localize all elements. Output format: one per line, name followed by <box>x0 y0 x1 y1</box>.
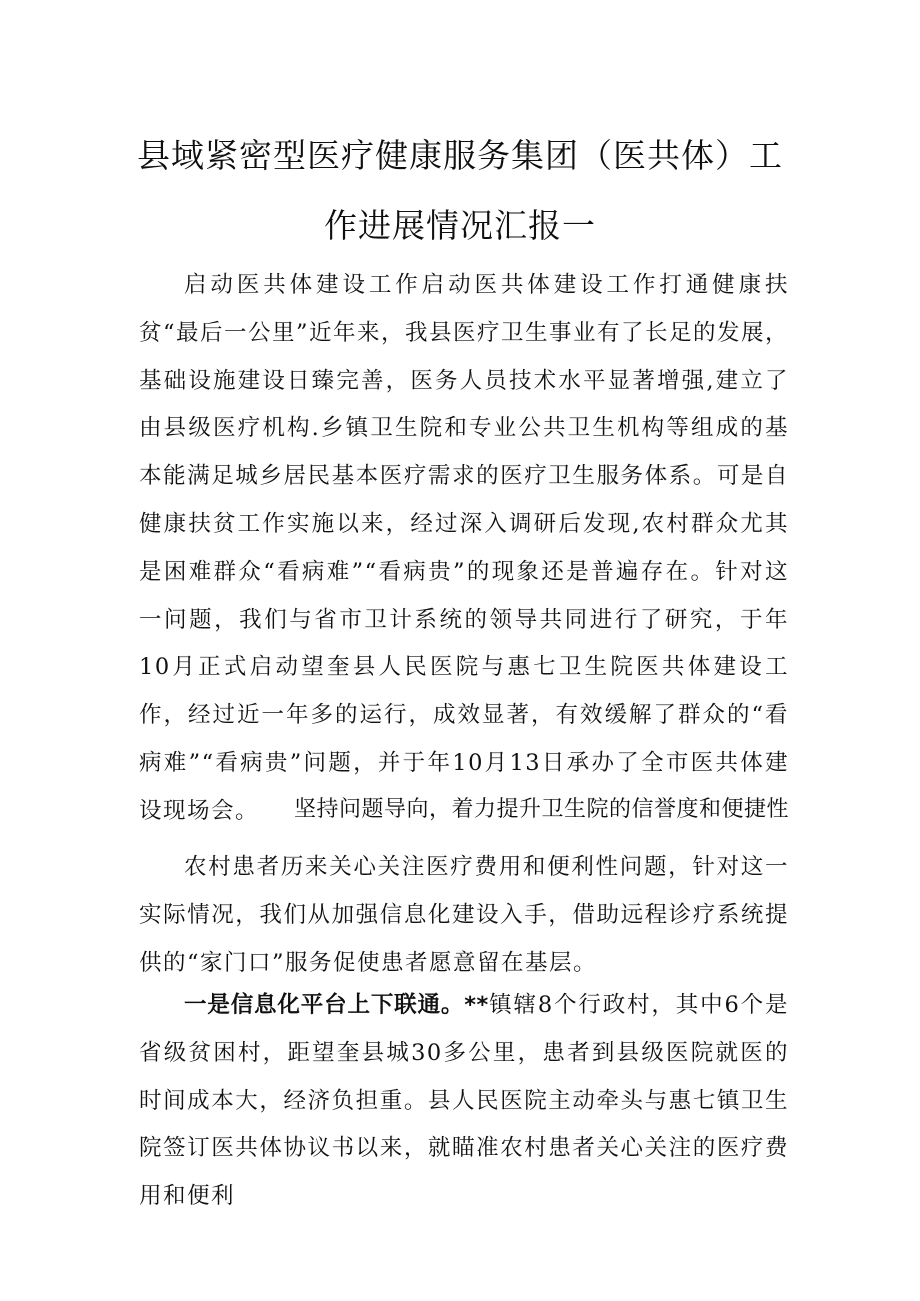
paragraph-lead-bold: 一是信息化平台上下联通。** <box>184 992 489 1018</box>
document-title-line-1: 县域紧密型医疗健康服务集团（医共体）工 <box>137 136 783 175</box>
paragraph-intro: 启动医共体建设工作启动医共体建设工作打通健康扶贫“最后一公里”近年来，我县医疗卫生事业有了长足的发展，基础设施建设日臻完善，医务人员技术水平显著增强,建立了由县级医疗机构.乡镇卫生院和专业公共卫生机构等组成的基本能满足城乡居民基本医疗需求的医疗卫生服务体系。可是自健康扶贫工作实施以来，经过深入调研后发现,农村群众尤其是困难群众“看病难”“看病贵”的现象还是普遍存在。针对这一问题，我们与省市卫计系统的领导共同进行了研究，于年10月正式启动望奎县人民医院与惠七卫生院医共体建设工作，经过近一年多的运行，成效显著，有效缓解了群众的“看病难”“看病贵”问题，并于年10月13日承办了全市医共体建设现场会。 <box>139 272 790 824</box>
paragraph-informatization <box>139 982 789 1221</box>
document-title-line-2: 作进展情况汇报一 <box>324 206 596 245</box>
paragraph-body: 镇辖8个行政村，其中6个是省级贫困村，距望奎县城30多公里，患者到县级医院就医的时间成本大，经济负担重。县人民医院主动牵头与惠七镇卫生院签订医共体协议书以来，就瞄准农村患者关心关注的医疗费用和便利 <box>139 992 789 1210</box>
section-heading: 坚持问题导向，着力提升卫生院的信誉度和便捷性 <box>293 797 789 822</box>
paragraph-problem-orientation: 农村患者历来关心关注医疗费用和便利性问题，针对这一实际情况，我们从加强信息化建设入手，借助远程诊疗系统提供的“家门口”服务促使患者愿意留在基层。 <box>139 854 789 976</box>
